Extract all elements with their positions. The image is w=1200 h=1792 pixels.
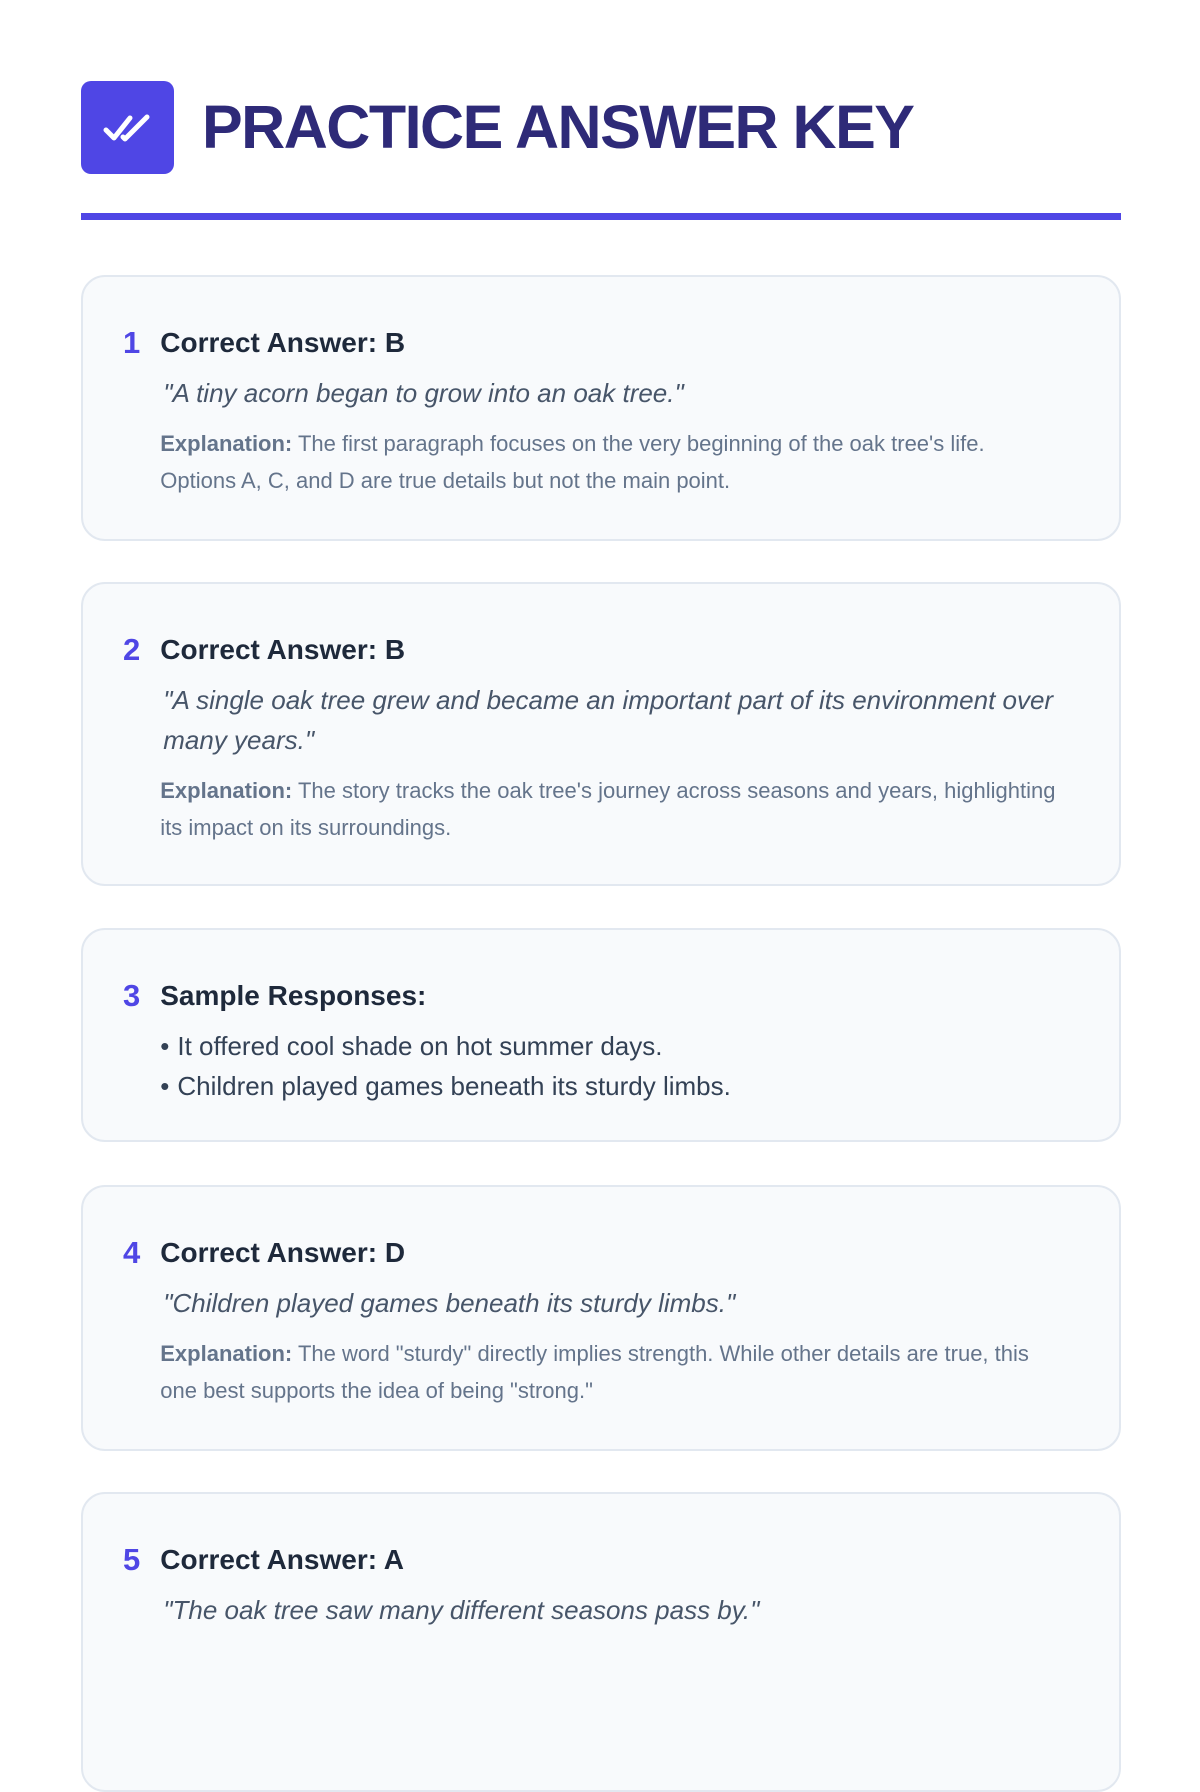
answer-body xyxy=(160,628,1059,846)
bullet: • xyxy=(160,1071,170,1101)
explanation-label: Explanation: xyxy=(160,778,293,803)
answer-body xyxy=(160,1231,1059,1409)
answer-body xyxy=(160,974,1059,1106)
answer-explanation xyxy=(160,772,1059,846)
answer-card-3 xyxy=(81,928,1121,1142)
answer-heading: Correct Answer: B xyxy=(160,327,406,358)
question-number: 1 xyxy=(123,325,141,360)
answer-quote: "A single oak tree grew and became an important part of its environment over many years." xyxy=(163,685,1054,755)
answer-heading: Correct Answer: D xyxy=(160,1237,406,1268)
answer-quote: "A tiny acorn began to grow into an oak tree." xyxy=(163,378,684,408)
answer-quote: "Children played games beneath its sturdy limbs." xyxy=(163,1288,736,1318)
response-text: Children played games beneath its sturdy limbs. xyxy=(177,1071,731,1101)
explanation-label: Explanation: xyxy=(160,1341,293,1366)
answer-body xyxy=(160,1538,1059,1642)
response-text: It offered cool shade on hot summer days. xyxy=(177,1031,663,1061)
explanation-text: The story tracks the oak tree's journey across seasons and years, highlighting its impact on its surroundings. xyxy=(160,778,1056,840)
explanation-text: The first paragraph focuses on the very beginning of the oak tree's life. Options A, C, and D are true details but not the main point. xyxy=(160,431,985,493)
answer-quote: "The oak tree saw many different seasons pass by." xyxy=(163,1595,760,1625)
answer-explanation xyxy=(160,425,1059,499)
answer-explanation xyxy=(160,1335,1059,1409)
answer-heading: Correct Answer: B xyxy=(160,634,406,665)
list-item xyxy=(160,1066,1059,1106)
page-header xyxy=(81,80,1121,174)
sample-responses-list xyxy=(160,1026,1059,1106)
answer-heading: Correct Answer: A xyxy=(160,1544,405,1575)
bullet: • xyxy=(160,1031,170,1061)
double-check-icon xyxy=(81,81,174,174)
answer-card-2 xyxy=(81,582,1121,886)
answer-card-5 xyxy=(81,1492,1121,1792)
answer-heading: Sample Responses: xyxy=(160,980,427,1011)
question-number: 3 xyxy=(123,978,141,1013)
explanation-label: Explanation: xyxy=(160,431,293,456)
page-title: PRACTICE ANSWER KEY xyxy=(202,92,914,161)
answer-card-1 xyxy=(81,275,1121,541)
list-item xyxy=(160,1026,1059,1066)
answer-body xyxy=(160,321,1059,499)
question-number: 2 xyxy=(123,632,141,667)
answer-card-4 xyxy=(81,1185,1121,1451)
question-number: 5 xyxy=(123,1542,141,1577)
header-divider xyxy=(81,213,1121,220)
explanation-text: The word "sturdy" directly implies strength. While other details are true, this one best supports the idea of being "strong." xyxy=(160,1341,1029,1403)
question-number: 4 xyxy=(123,1235,141,1270)
